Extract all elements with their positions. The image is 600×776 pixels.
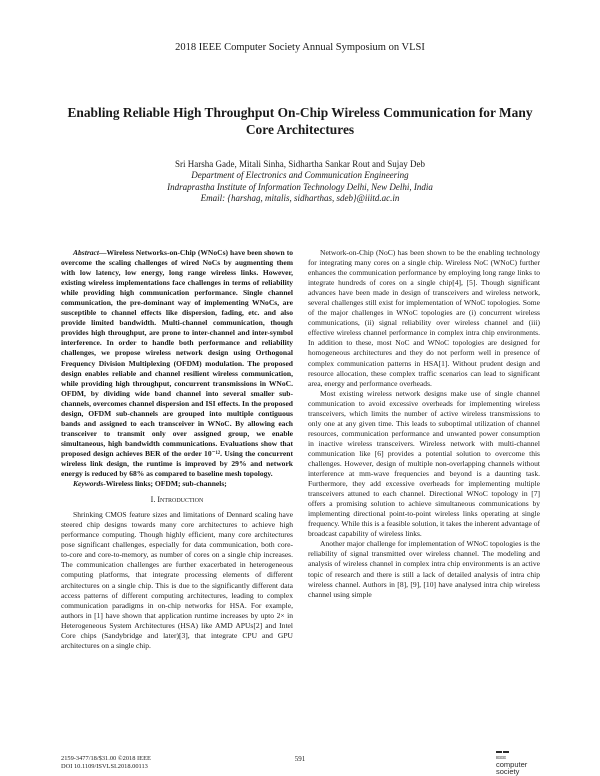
author-block (60, 159, 540, 205)
left-column (61, 248, 293, 651)
logo-bars-icon (496, 751, 540, 753)
abstract-lead: Abstract (73, 248, 99, 257)
body-paragraph: Most existing wireless network designs make use of single channel communication to avoid excessive overheads for implementing wireless transceivers, which limits the number of active wireless transmissions to only one at any given time. This leads to suboptimal utilization of channel resources, communication performance and unwanted power consumption in inactive wireless transceivers. Wireless network with multi-channel communication like [6] provides a potential solution to overcome this challenges. However, design of multiple non-overlapping channels without interference at mm-wave frequencies and beyond is a daunting task. Furthermore, they add excessive overheads for implementing multiple transceivers attuned to each channel. Directional WNoC topology in [7] offers a promising solution to achieve simultaneous communications by implementing directional point-to-point wireless links operating at single frequency. While this is a feasible solution, it takes the inherent advantage of broadcast capability of wireless links. (308, 388, 540, 539)
keywords-lead: Keywords- (73, 479, 106, 489)
body-paragraph: Network-on-Chip (NoC) has been shown to be the enabling technology for integrating many cores on a single chip. Wireless NoC (WNoC) further enhances the communication performance by employing long range links to integrate hundreds of cores on a single chip[4], [5]. Though significant advances have been made in design of transceivers and wireless network, several challenges still exist for implementation of WNoC topologies. Some of the major challenges in WNoC topologies are (i) concurrent wireless communications, (ii) signal reliability over wireless channel and (iii) effective wireless channel performance in complex intra chip environments. In addition to these, most NoC and WNoC topologies are designed for homogeneous architectures and they do not perform well in presence of complex communication patterns in HSA[1]. Without prudent design and resource allocation, these complex traffic scenarios can lead to significant area, energy and performance overheads. (308, 248, 540, 388)
author-names: Sri Harsha Gade, Mitali Sinha, Sidhartha Sankar Rout and Sujay Deb (175, 159, 425, 169)
body-paragraph: Another major challenge for implementation of WNoC topologies is the reliability of signal transmitted over wireless channel. The modeling and analysis of wireless channel in complex intra chip environments is an active topic of research and there is still a lack of detailed analysis of intra chip wireless channel. Authors in [8], [9], [10] have analysed intra chip wireless channel using simple (308, 539, 540, 599)
author-department: Department of Electronics and Communication Engineering (191, 170, 409, 181)
author-institute: Indraprastha Institute of Information Technology Delhi, New Delhi, India (167, 181, 433, 192)
section-heading-introduction: I. Introduction (150, 495, 204, 505)
logo-ieee: IEEE (496, 754, 507, 760)
intro-paragraph: Shrinking CMOS feature sizes and limitations of Dennard scaling have steered chip designs towards many core architectures to achieve high performance computing. Though highly efficient, many core architectures pose significant challenges, especially for data communication, both core-to-core and core-to-memory, as number of cores on a single chip increases. The communication challenges are further exacerbated in heterogeneous computing platforms, that integrate processing elements of different architectures on a single chip. This is due to the significantly different data access patterns of different computing architectures, leading to complex communication paradigms in on-chip networks for HSA. For example, authors in [1] have shown that application runtime increases by upto 2× in Heterogeneous System Architectures (HSA) like AMD APUs[2] and Intel Core chips (Sandybridge and later)[3], that integrate CPU and GPU architectures on a single chip. (61, 510, 293, 650)
abstract (61, 248, 293, 479)
right-column (308, 248, 540, 600)
footer-issn: 2159-3477/18/$31.00 ©2018 IEEE (61, 755, 151, 762)
keywords (61, 479, 293, 489)
logo-society: society (496, 766, 520, 776)
computer-society-logo (496, 751, 540, 775)
page-number: 591 (294, 755, 306, 763)
footer-doi: DOI 10.1109/ISVLSI.2018.00113 (61, 763, 148, 770)
paper-title: Enabling Reliable High Throughput On-Chip Wireless Communication for Many Core Architectures (67, 105, 533, 137)
author-email: Email: {harshag, mitalis, sidharthas, sdeb}@iiitd.ac.in (200, 193, 400, 204)
conference-header: 2018 IEEE Computer Society Annual Symposium on VLSI (175, 42, 425, 53)
footer-copyright (61, 755, 151, 771)
abstract-text: —Wireless Networks-on-Chip (WNoCs) have been shown to overcome the scaling challenges of wired NoCs by augmenting them with low latency, low energy, long range wireless links. However, existing wireless implementations face challenges in terms of reliability while providing high communication performance. Single channel communication, the pre-dominant way of implementing WNoCs, are susceptible to channel effects like dispersion, fading, etc. and also provide limited bandwidth. Multi-channel communication, though provides high throughput, are prone to inter-channel and inter-symbol interference. In order to handle both performance and reliability challenges, we propose wireless network design using Orthogonal Frequency Division Multiplexing (OFDM) modulation. The proposed design enables reliable and channel resilient wireless communication, while providing high throughput, concurrent transmissions in WNoC. OFDM, by dividing wide band channel into several smaller sub-channels, overcomes channel dispersion and ISI effects. In the proposed design, OFDM sub-channels are grouped into multiple contiguous bands and assigned to each transceiver in WNoC. By allowing each transceiver to transmit only over assigned group, we enable simultaneous, high bandwidth communications. Evaluations show that proposed design achieves BER of the order 10⁻¹². Using the concurrent wireless link design, the runtime is improved by 29% and network energy is reduced by 68% as compared to baseline mesh topology. (61, 248, 293, 479)
keywords-text: Wireless links; OFDM; sub-channels; (105, 479, 227, 489)
logo-computer: computer (496, 759, 528, 769)
